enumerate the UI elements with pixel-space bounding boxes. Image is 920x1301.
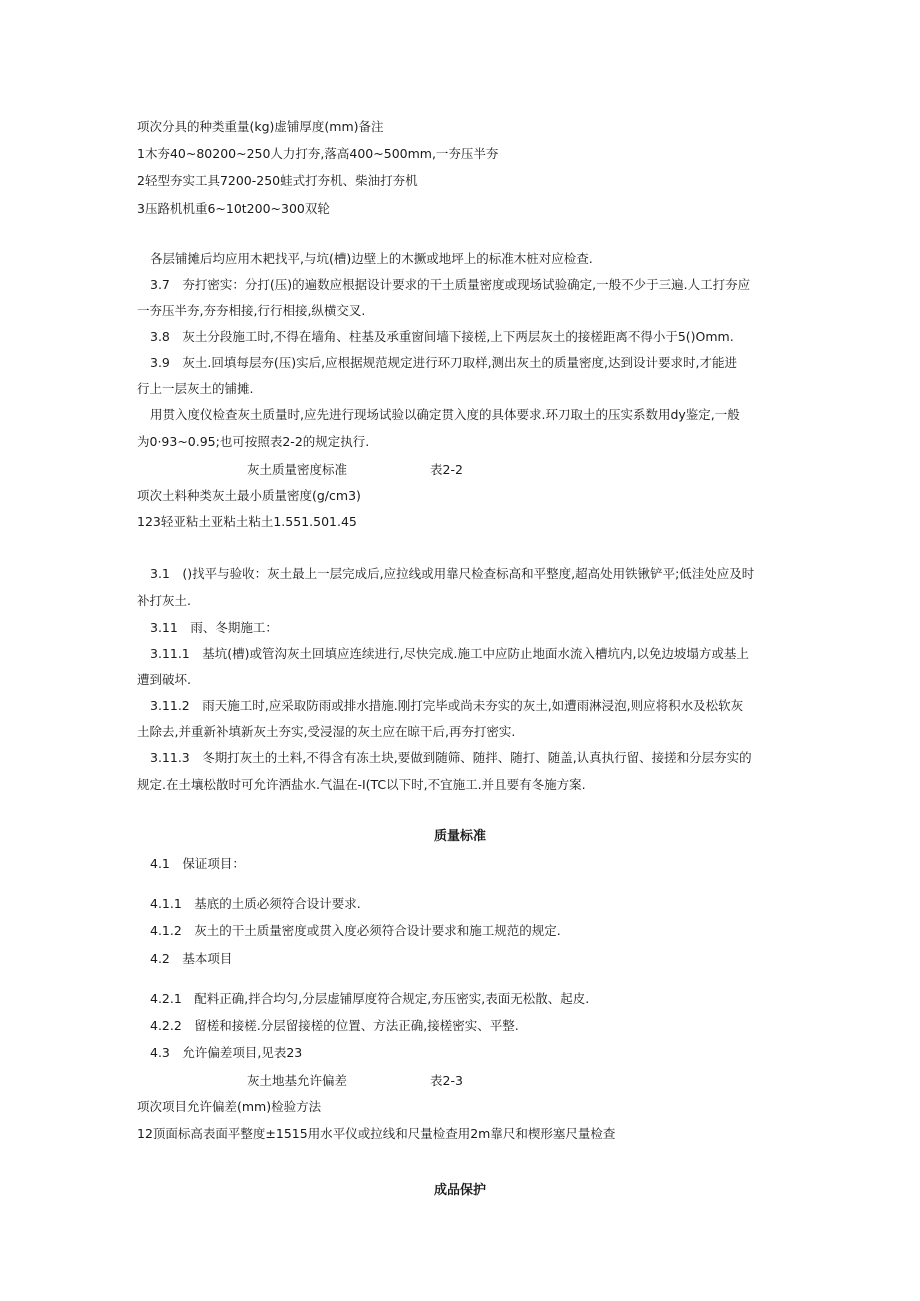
paragraph-3-8: 3.8 灰土分段施工时,不得在墙角、柱基及承重窗间墙下接槎,上下两层灰土的接槎距离不得小于5()Omm. [150,329,734,344]
table1-row-1: 1木夯40~80200~250人力打夯,落高400~500mm,一夯压半夯 [137,146,499,161]
paragraph-4-1-1: 4.1.1 基底的土质必须符合设计要求. [150,896,361,911]
table3-row: 12顶面标高表面平整度±1515用水平仪或拉线和尺量检查用2m靠尺和楔形塞尺量检查 [137,1126,616,1141]
table3-header: 项次项目允许偏差(mm)检验方法 [137,1099,322,1114]
paragraph-3-9-line-1: 3.9 灰土.回填每层夯(压)实后,应根据规范规定进行环刀取样,测出灰土的质量密度,达到设计要求时,才能进 [150,355,738,370]
table3-title: 灰土地基允许偏差 [247,1073,348,1088]
paragraph-3-11-1-line-1: 3.11.1 基坑(槽)或管沟灰土回填应连续进行,尽快完成.施工中应防止地面水流入槽坑内,以免边坡塌方或基上 [150,646,749,661]
paragraph-3-1-line-2: 补打灰土. [137,593,191,608]
paragraph-3-11-2-line-1: 3.11.2 雨天施工时,应采取防雨或排水措施.刚打完毕或尚未夯实的灰土,如遭雨淋浸泡,则应将积水及松软灰 [150,698,744,713]
section-heading-protection: 成品保护 [433,1183,486,1198]
paragraph-4-1-2: 4.1.2 灰土的干土质量密度或贯入度必须符合设计要求和施工规范的规定. [150,923,561,938]
paragraph-4-2: 4.2 基本项目 [150,951,233,966]
table2-title: 灰土质量密度标准 [247,462,348,477]
paragraph-3-11-1-line-2: 遭到破坏. [137,672,191,687]
paragraph-4-1: 4.1 保证项目： [150,856,245,871]
paragraph-3-1-line-1: 3.1 ()找平与验收：灰土最上一层完成后,应拉线或用靠尺检查标高和平整度,超高处用铁锹铲平;低洼处应及时 [150,566,755,581]
table2-number: 表2-2 [430,462,463,477]
table2-header: 项次土料种类灰土最小质量密度(g/cm3) [137,488,361,503]
table2-row: 123轻亚粘土亚粘土粘土1.551.501.45 [137,514,357,529]
paragraph-3-11-3-line-1: 3.11.3 冬期打灰土的土料,不得含有冻土块,要做到随筛、随拌、随打、随盖,认真执行留、接搓和分层夯实的 [150,750,752,765]
table1-header: 项次分具的种类重量(kg)虚铺厚度(mm)备注 [137,119,384,134]
paragraph-3-11-2-line-2: 土除去,并重新补填新灰土夯实,受浸湿的灰土应在晾干后,再夯打密实. [137,724,516,739]
paragraph-penetration-line-2: 为0·93~0.95;也可按照表2-2的规定执行. [137,434,370,449]
table1-row-3: 3压路机机重6~10t200~300双轮 [137,201,330,216]
paragraph-4-3: 4.3 允许偏差项目,见表23 [150,1045,303,1060]
table3-number: 表2-3 [430,1073,463,1088]
paragraph-3-11: 3.11 雨、冬期施工： [150,620,278,635]
paragraph-3-7-line-1: 3.7 夯打密实：分打(压)的遍数应根据设计要求的干土质量密度或现场试验确定,一般不少于三遍.人工打夯应 [150,277,751,292]
paragraph-layer-check: 各层铺摊后均应用木耙找平,与坑(槽)边壁上的木撅或地坪上的标准木桩对应检查. [150,251,593,266]
table1-row-2: 2轻型夯实工具7200-250蛙式打夯机、柴油打夯机 [137,173,418,188]
paragraph-penetration-line-1: 用贯入度仪检查灰土质量时,应先进行现场试验以确定贯入度的具体要求.环刀取土的压实系数用dy鉴定,一般 [150,407,740,422]
paragraph-3-7-line-2: 一夯压半夯,夯夯相接,行行相接,纵横交叉. [137,303,366,318]
section-heading-quality: 质量标准 [433,829,486,844]
paragraph-3-11-3-line-2: 规定.在土壤松散时可允许洒盐水.气温在-I(TC以下时,不宜施工.并且要有冬施方案. [137,777,586,792]
paragraph-4-2-1: 4.2.1 配料正确,拌合均匀,分层虚铺厚度符合规定,夯压密实,表面无松散、起皮. [150,991,590,1006]
paragraph-3-9-line-2: 行上一层灰土的铺摊. [137,381,254,396]
paragraph-4-2-2: 4.2.2 留槎和接槎.分层留接槎的位置、方法正确,接槎密实、平整. [150,1018,519,1033]
